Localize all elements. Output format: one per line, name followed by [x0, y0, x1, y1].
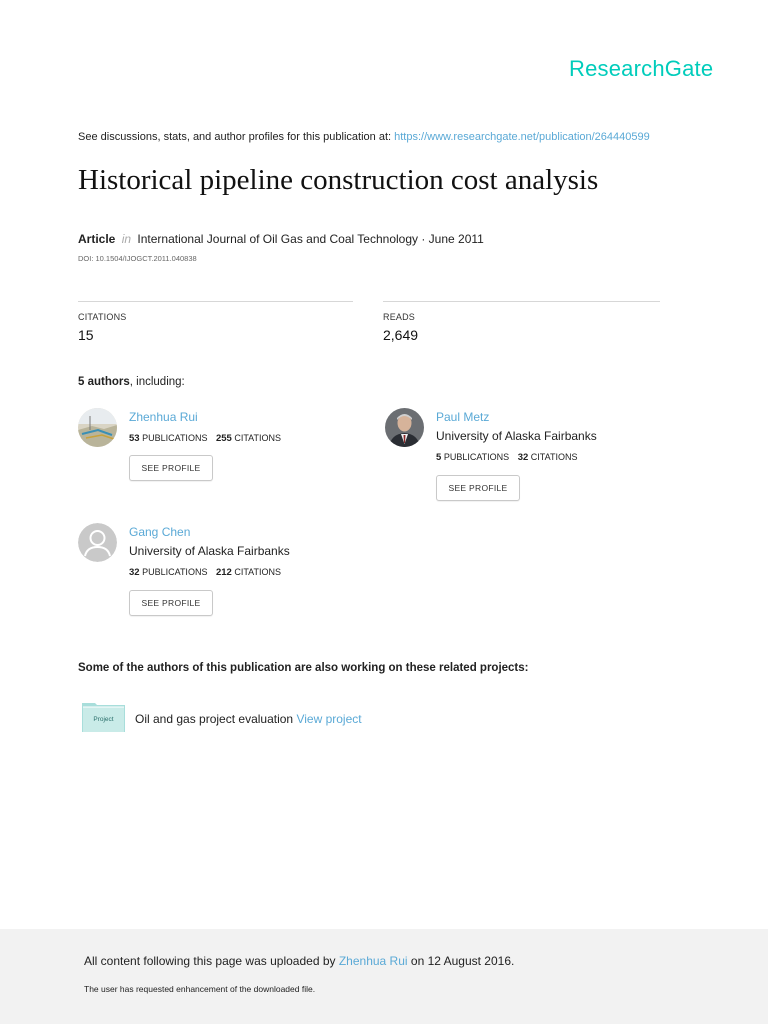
footer-panel [0, 929, 768, 1024]
authors-count: 5 authors [78, 376, 130, 388]
default-user-icon [78, 523, 117, 562]
in-word: in [121, 232, 132, 246]
author-institution: University of Alaska Fairbanks [129, 544, 290, 558]
publications-label: PUBLICATIONS [443, 452, 510, 462]
publication-url-link[interactable]: https://www.researchgate.net/publication/264440599 [394, 131, 650, 143]
citations-count: 32 [517, 452, 529, 463]
author-name-link[interactable]: Zhenhua Rui [129, 410, 198, 424]
person-photo-icon [385, 408, 424, 447]
citations-label: CITATIONS [234, 433, 282, 443]
publication-meta [78, 232, 484, 246]
discussion-line [78, 131, 650, 143]
citations-label: CITATIONS [234, 567, 282, 577]
uploader-link[interactable]: Zhenhua Rui [338, 954, 408, 968]
upload-suffix: on 12 August 2016. [407, 954, 515, 968]
publication-type: Article [78, 232, 116, 246]
author-stats [436, 452, 583, 463]
landscape-photo-icon [78, 408, 117, 447]
project-folder-icon [82, 701, 125, 732]
upload-info [84, 954, 514, 968]
upload-prefix: All content following this page was uploaded by [84, 954, 339, 968]
author-avatar-paul-metz[interactable] [385, 408, 424, 447]
discussion-text: See discussions, stats, and author profiles for this publication at: [78, 131, 395, 143]
publications-count: 5 [436, 452, 442, 463]
see-profile-button[interactable]: SEE PROFILE [436, 475, 520, 501]
author-name-link[interactable]: Paul Metz [436, 410, 490, 424]
citations-value: 15 [78, 327, 94, 343]
publications-label: PUBLICATIONS [142, 567, 208, 577]
publication-doi: DOI: 10.1504/IJOGCT.2011.040838 [78, 254, 197, 263]
publications-label: PUBLICATIONS [142, 433, 208, 443]
reads-label: READS [383, 312, 416, 322]
view-project-link[interactable]: View project [296, 712, 362, 726]
citations-divider [78, 301, 353, 302]
see-profile-button[interactable]: SEE PROFILE [129, 590, 213, 616]
publication-venue: International Journal of Oil Gas and Coal Technology · June 2011 [137, 232, 484, 246]
citations-count: 212 [215, 567, 232, 578]
project-item [135, 712, 362, 726]
author-name-link[interactable]: Gang Chen [129, 525, 191, 539]
publications-count: 32 [129, 567, 140, 578]
author-avatar-zhenhua-rui[interactable] [78, 408, 117, 447]
author-stats [129, 433, 287, 444]
authors-heading [78, 376, 185, 388]
citations-label: CITATIONS [530, 452, 578, 462]
publications-count: 53 [129, 433, 140, 444]
project-icon-label: Project [93, 716, 114, 723]
project-name: Oil and gas project evaluation [135, 712, 294, 726]
reads-divider [383, 301, 660, 302]
authors-heading-rest: , including: [129, 376, 185, 388]
enhancement-notice: The user has requested enhancement of the downloaded file. [84, 984, 316, 994]
citations-count: 255 [215, 433, 232, 444]
researchgate-logo[interactable]: ResearchGate [569, 56, 714, 81]
author-stats [129, 567, 287, 578]
reads-value: 2,649 [383, 327, 419, 343]
author-institution: University of Alaska Fairbanks [436, 429, 597, 443]
author-avatar-gang-chen[interactable] [78, 523, 117, 562]
related-projects-heading: Some of the authors of this publication are also working on these related projects: [78, 662, 529, 674]
see-profile-button[interactable]: SEE PROFILE [129, 455, 213, 481]
citations-label: CITATIONS [78, 312, 127, 322]
publication-title: Historical pipeline construction cost analysis [78, 164, 599, 196]
